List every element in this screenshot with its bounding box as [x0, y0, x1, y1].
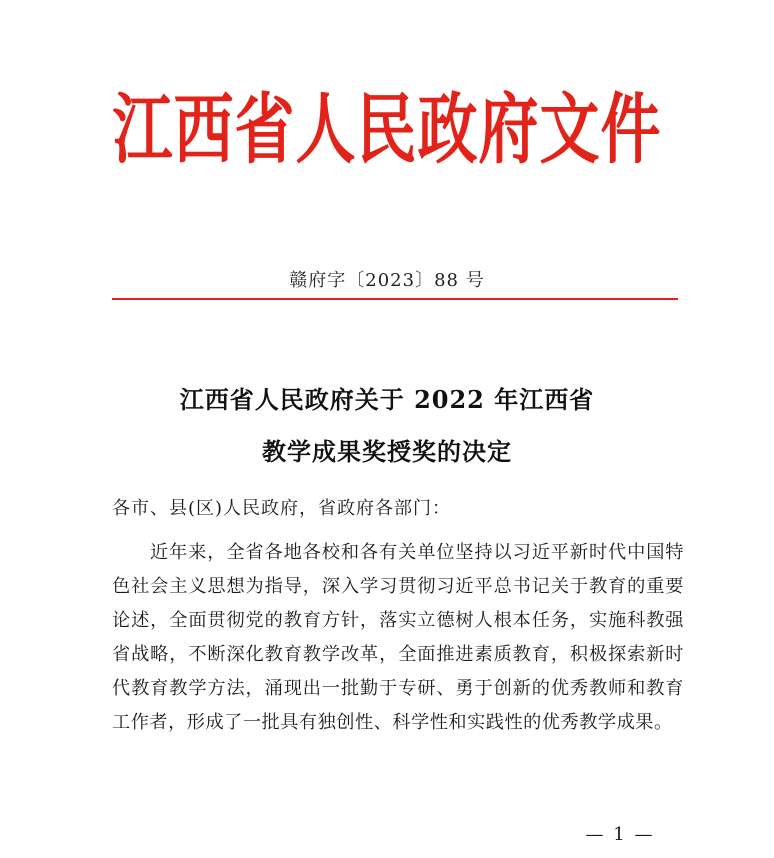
document-number: 赣府字〔2023〕88 号	[289, 270, 485, 291]
red-separator-line	[112, 298, 678, 300]
subject-title-line-2: 教学成果奖授奖的决定	[262, 437, 512, 466]
salutation: 各市、县(区)人民政府，省政府各部门：	[112, 498, 452, 519]
page-number: — 1 —	[585, 824, 655, 845]
body-paragraph: 近年来，全省各地各校和各有关单位坚持以习近平新时代中国特色社会主义思想为指导，深入学习贯彻习近平总书记关于教育的重要论述，全面贯彻党的教育方针，落实立德树人根本任务，实施科教强省战略，不断深化教育教学改革，全面推进素质教育，积极探索新时代教育教学方法，涌现出一批勤于专研、勇于创新的优秀教师和教育工作者，形成了一批具有独创性、科学性和实践性的优秀教学成果。	[112, 542, 684, 733]
document-header-title: 江西省人民政府文件	[112, 85, 662, 176]
subject-title-line-1: 江西省人民政府关于 2022 年江西省	[179, 385, 595, 414]
